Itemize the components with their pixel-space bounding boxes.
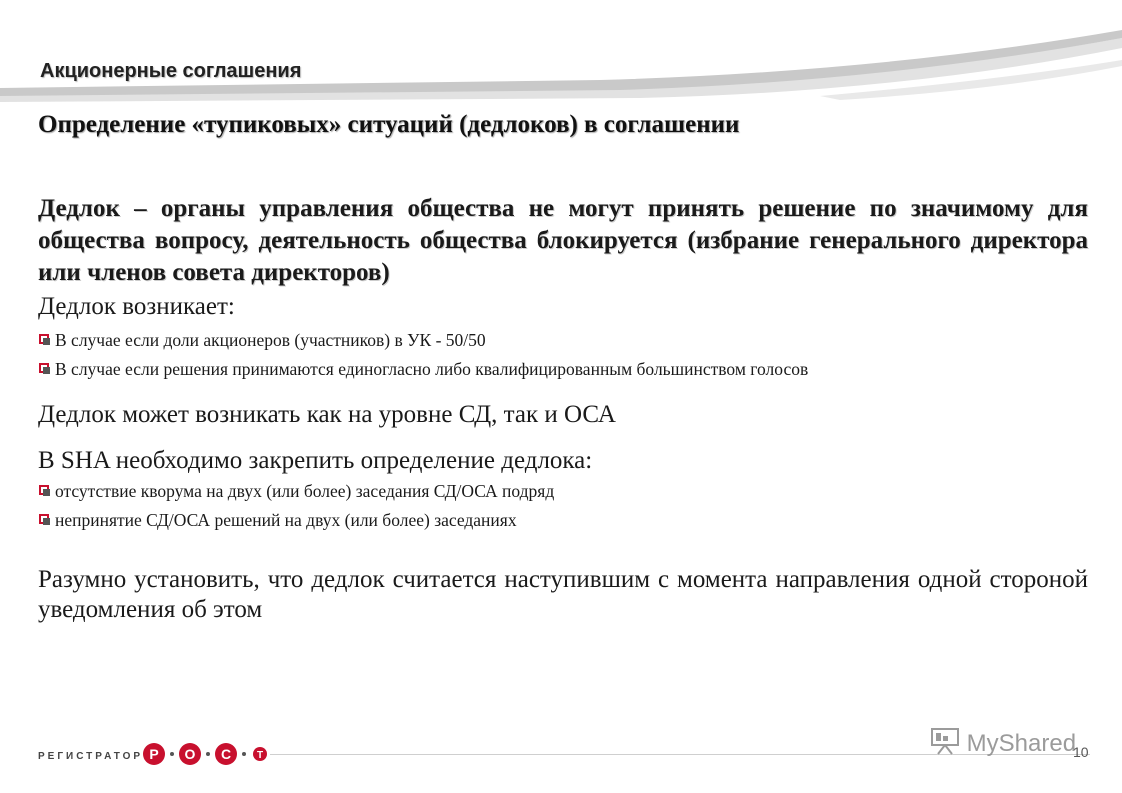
logo-letter: О: [184, 746, 196, 762]
logo-letter: Р: [149, 746, 159, 762]
logo-letter: Т: [256, 750, 264, 761]
list-item: [38, 481, 1088, 502]
levels-statement: Дедлок может возникать как на уровне СД, так и ОСА: [38, 401, 616, 428]
logo-prefix: РЕГИСТРАТОР: [38, 751, 144, 762]
list-item: [38, 510, 1088, 531]
watermark: [930, 727, 1076, 758]
sha-heading: В SHA необходимо закрепить определение дедлока:: [38, 447, 593, 474]
checkbox-bullet-icon: [39, 485, 49, 495]
list-item-text: отсутствие кворума на двух (или более) заседания СД/ОСА подряд: [55, 481, 555, 501]
checkbox-bullet-icon: [39, 514, 49, 524]
list-item-text: непринятие СД/ОСА решений на двух (или более) заседаниях: [55, 510, 517, 530]
slide-content: [38, 193, 1088, 625]
checkbox-bullet-icon: [39, 363, 49, 373]
list-item-text: В случае если решения принимаются единогласно либо квалифицированным большинством голосов: [55, 359, 809, 379]
logo-letter: С: [220, 746, 232, 762]
arises-heading: Дедлок возникает:: [38, 293, 235, 320]
checkbox-bullet-icon: [39, 334, 49, 344]
slide-subtitle: Определение «тупиковых» ситуаций (дедлоков) в соглашении: [38, 111, 740, 138]
presentation-board-icon: [930, 727, 960, 755]
list-item: [38, 330, 1088, 351]
deadlock-definition: Дедлок – органы управления общества не могут принять решение по значимому для общества вопросу, деятельность общества блокируется (избрание генерального директора или членов совета директоров): [38, 195, 1088, 286]
conclusion-paragraph: Разумно установить, что дедлок считается наступившим с момента направления одной стороной уведомления об этом: [38, 566, 1088, 623]
header-swoosh-decoration: [0, 0, 1122, 110]
section-title: Акционерные соглашения: [40, 60, 302, 82]
watermark-text: MyShared: [966, 730, 1077, 757]
list-item-text: В случае если доли акционеров (участников) в УК - 50/50: [55, 330, 486, 350]
list-item: [38, 359, 1088, 380]
registrar-rost-logo: [38, 740, 268, 768]
page-number: 10: [1073, 744, 1089, 760]
